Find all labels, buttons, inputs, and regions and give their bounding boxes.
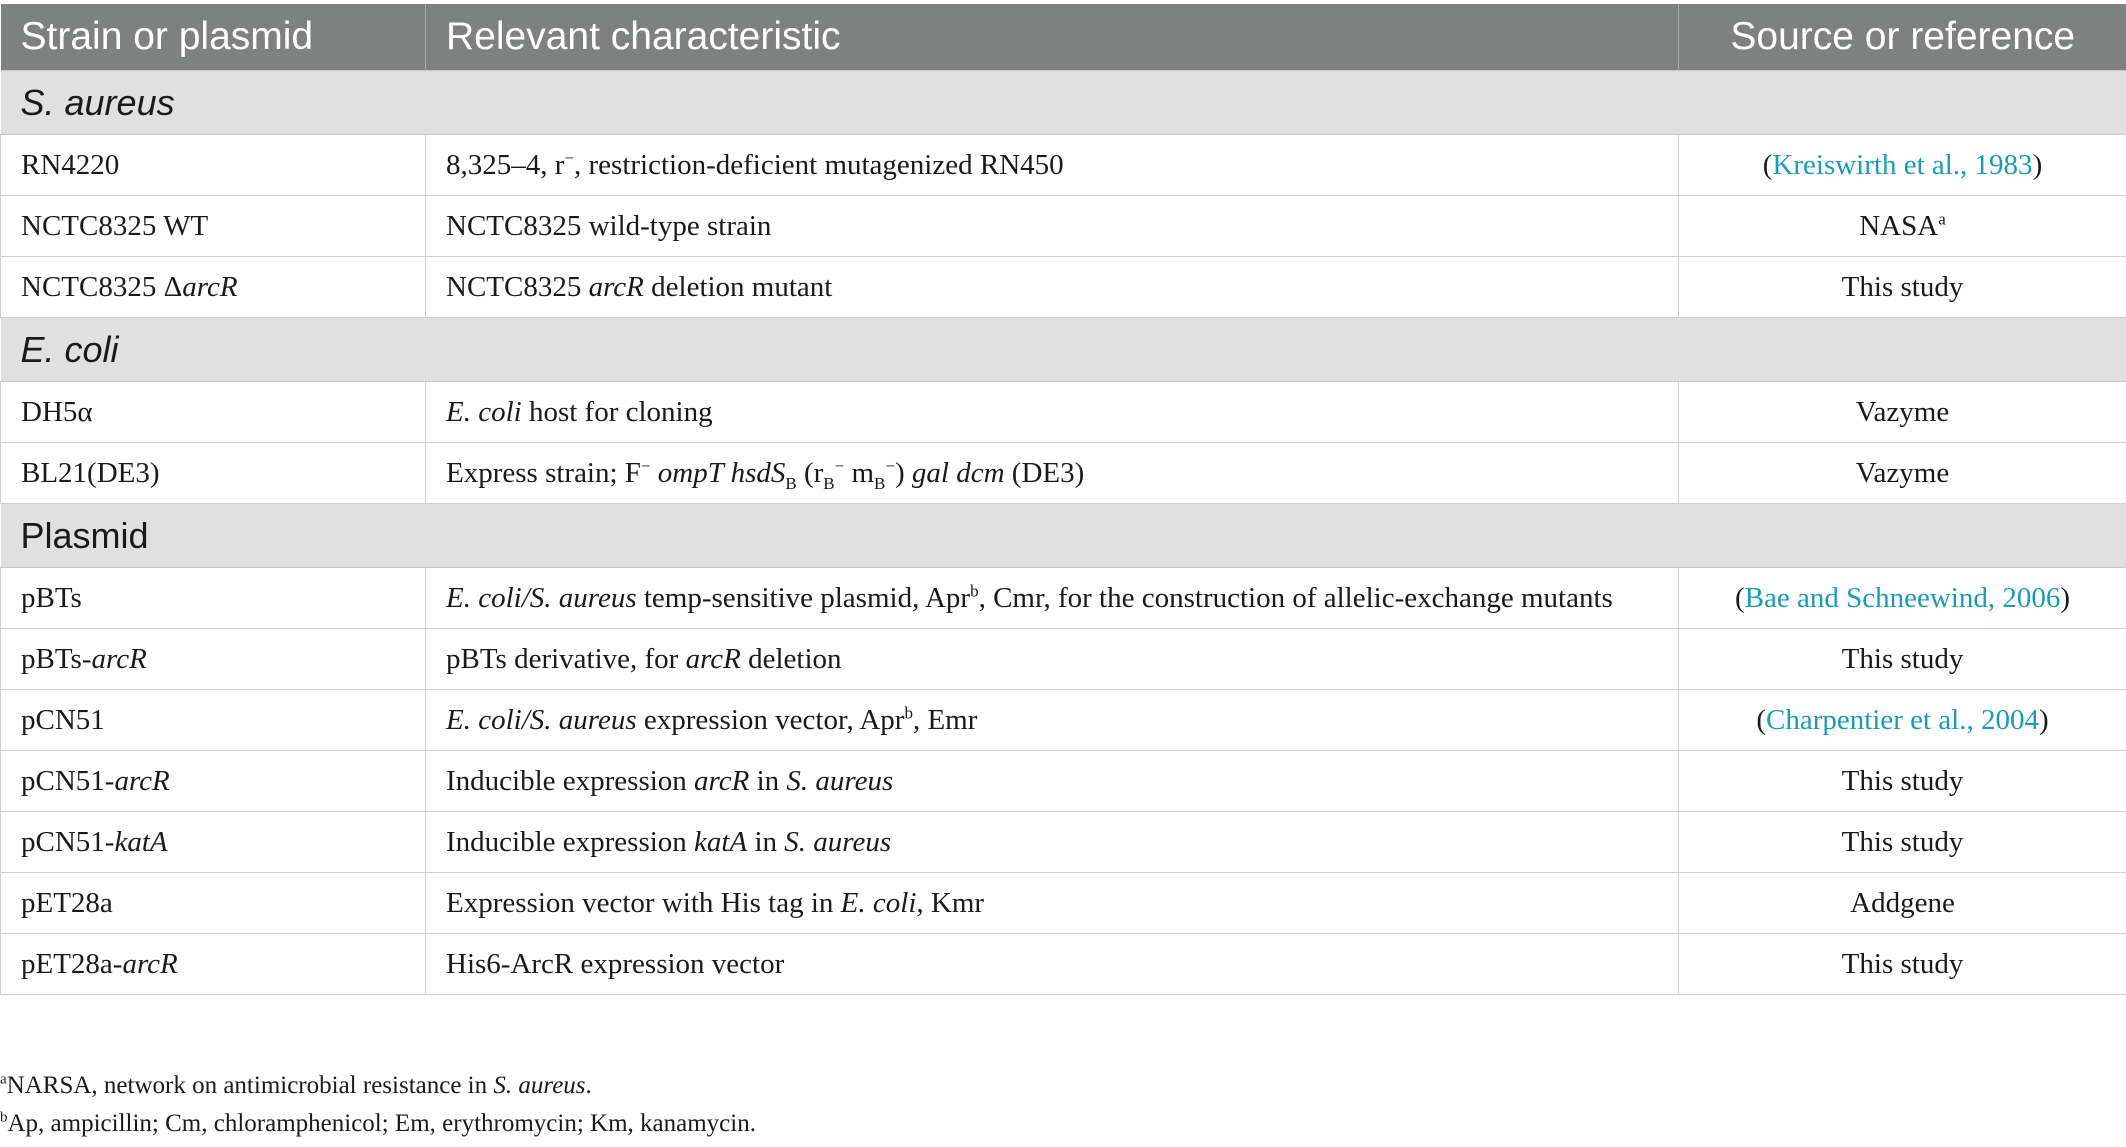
table-row xyxy=(1,135,2126,196)
characteristic-cell: NCTC8325 wild-type strain xyxy=(426,196,1679,257)
strains-plasmids-table xyxy=(0,4,2126,995)
group-row-plasmid xyxy=(1,504,2126,568)
source-cell: This study xyxy=(1679,934,2126,995)
source-cell: (Charpentier et al., 2004) xyxy=(1679,690,2126,751)
characteristic-cell: Inducible expression katA in S. aureus xyxy=(426,812,1679,873)
header-relevant-characteristic: Relevant characteristic xyxy=(426,4,1679,71)
strain-cell: pCN51 xyxy=(1,690,426,751)
characteristic-cell: E. coli/S. aureus temp-sensitive plasmid, Apr$^b$, Cmr, for the construction of allelic-exchange mutants xyxy=(426,568,1679,629)
source-cell: (Kreiswirth et al., 1983) xyxy=(1679,135,2126,196)
table-row xyxy=(1,873,2126,934)
table-row xyxy=(1,568,2126,629)
reference-link[interactable]: Charpentier et al., 2004 xyxy=(1766,703,2039,736)
table-row xyxy=(1,812,2126,873)
table-row xyxy=(1,382,2126,443)
footnote-a: $^a$NARSA, network on antimicrobial resistance in S. aureus. xyxy=(0,1071,592,1099)
table-row xyxy=(1,629,2126,690)
strain-cell: pCN51-arcR xyxy=(1,751,426,812)
source-cell: This study xyxy=(1679,812,2126,873)
group-row-s-aureus xyxy=(1,71,2126,135)
strain-cell: DH5α xyxy=(1,382,426,443)
characteristic-cell: E. coli/S. aureus expression vector, Apr$^b$, Emr xyxy=(426,690,1679,751)
strain-cell: pCN51-katA xyxy=(1,812,426,873)
characteristic-cell: Inducible expression arcR in S. aureus xyxy=(426,751,1679,812)
table-header-row xyxy=(1,4,2126,71)
group-row-e-coli xyxy=(1,318,2126,382)
source-cell: NASA$^a$ xyxy=(1679,196,2126,257)
characteristic-cell: Express strain; F− ompT hsdS$_B$ ($r_B^-$ $m_B^-$) gal dcm (DE3) xyxy=(426,443,1679,504)
characteristic-cell: NCTC8325 arcR deletion mutant xyxy=(426,257,1679,318)
group-label: S. aureus xyxy=(1,71,2126,135)
characteristic-cell: 8,325–4, r−, restriction-deficient mutagenized RN450 xyxy=(426,135,1679,196)
reference-link[interactable]: Kreiswirth et al., 1983 xyxy=(1772,148,2033,181)
source-cell: This study xyxy=(1679,751,2126,812)
header-strain-or-plasmid: Strain or plasmid xyxy=(1,4,426,71)
group-label: Plasmid xyxy=(1,504,2126,568)
table-row xyxy=(1,751,2126,812)
strain-cell: pBTs-arcR xyxy=(1,629,426,690)
source-cell: This study xyxy=(1679,257,2126,318)
strain-cell: NCTC8325 ΔarcR xyxy=(1,257,426,318)
table-row xyxy=(1,690,2126,751)
strain-cell: pBTs xyxy=(1,568,426,629)
characteristic-cell: pBTs derivative, for arcR deletion xyxy=(426,629,1679,690)
table-row xyxy=(1,196,2126,257)
strain-cell: BL21(DE3) xyxy=(1,443,426,504)
source-cell: Vazyme xyxy=(1679,382,2126,443)
table-row xyxy=(1,934,2126,995)
characteristic-cell: E. coli host for cloning xyxy=(426,382,1679,443)
strain-cell: RN4220 xyxy=(1,135,426,196)
strain-cell: NCTC8325 WT xyxy=(1,196,426,257)
strain-cell: pET28a-arcR xyxy=(1,934,426,995)
source-cell: This study xyxy=(1679,629,2126,690)
reference-link[interactable]: Bae and Schneewind, 2006 xyxy=(1744,581,2061,614)
characteristic-cell: His6-ArcR expression vector xyxy=(426,934,1679,995)
characteristic-cell: Expression vector with His tag in E. coli, Kmr xyxy=(426,873,1679,934)
footnote-b: $^b$Ap, ampicillin; Cm, chloramphenicol; Em, erythromycin; Km, kanamycin. xyxy=(0,1109,756,1137)
source-cell: Addgene xyxy=(1679,873,2126,934)
source-cell: Vazyme xyxy=(1679,443,2126,504)
table-row xyxy=(1,257,2126,318)
group-label: E. coli xyxy=(1,318,2126,382)
header-source-or-reference: Source or reference xyxy=(1679,4,2126,71)
strain-cell: pET28a xyxy=(1,873,426,934)
source-cell: (Bae and Schneewind, 2006) xyxy=(1679,568,2126,629)
table-row xyxy=(1,443,2126,504)
